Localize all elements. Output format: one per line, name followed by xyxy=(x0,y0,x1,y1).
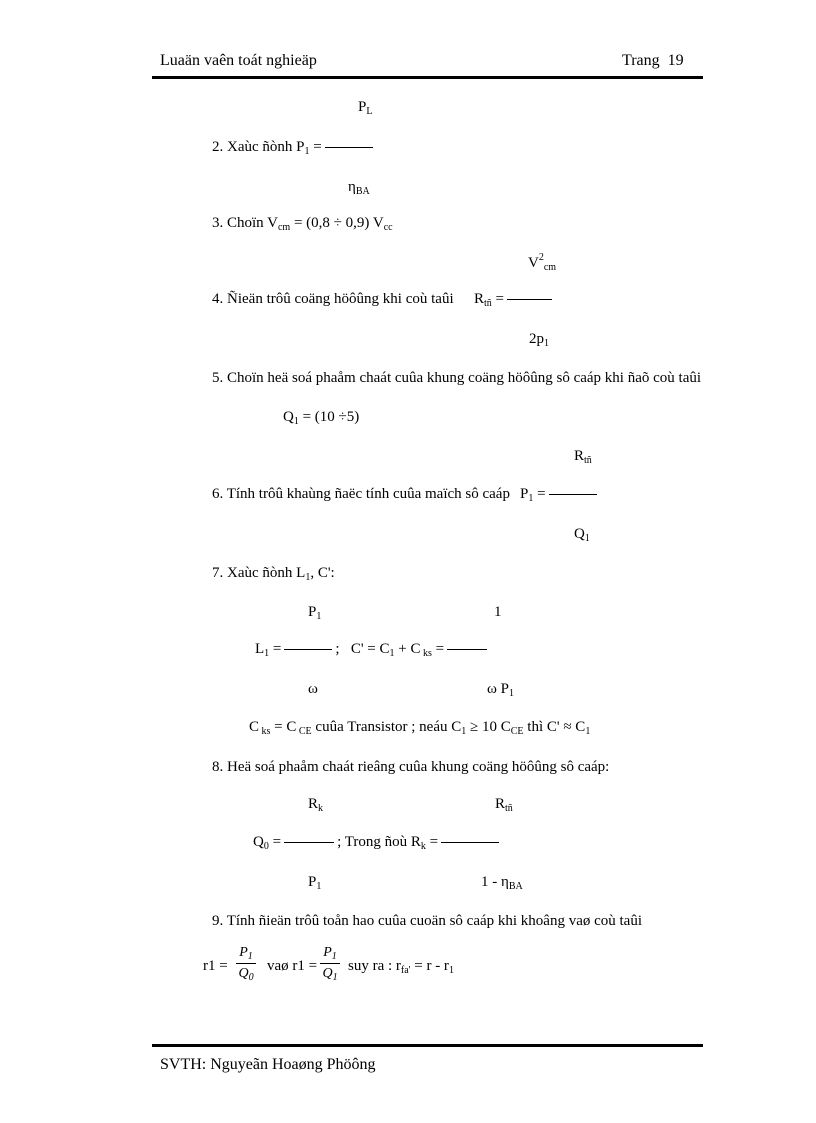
item7-f2-den: ω $P_1$ xyxy=(487,681,514,699)
item4-line: 4. Ñieän trôû coäng höôûng khi coù taûi xyxy=(212,291,454,307)
header-rule xyxy=(152,76,703,79)
header-page xyxy=(622,53,684,69)
header-title: Luaän vaên toát nghieäp xyxy=(160,52,317,69)
item7-line: 7. Xaùc ñònh $L_1$, C': xyxy=(212,565,335,583)
fraction-bar xyxy=(447,649,487,650)
item8-r-num: $R_{tñ}$ xyxy=(495,796,513,814)
item9-line: 9. Tính ñieän trôû toån hao cuûa cuoän sô caáp khi khoâng vaø coù taûi xyxy=(212,913,643,929)
item7-f2-num: 1 xyxy=(494,604,502,620)
footer-rule xyxy=(152,1044,703,1047)
item4-num: $V^2_{cm}$ xyxy=(528,252,557,273)
item8-q-num: $R_k$ xyxy=(308,796,324,814)
item8-line: 8. Heä soá phaåm chaát rieâng cuûa khung coäng höôûng sô caáp: xyxy=(212,759,610,775)
fraction-bar xyxy=(441,842,499,843)
item7-note: C $_{ks}$ = C $_{CE}$ cuûa Transistor ; neáu $C_1 \ge 10$ $C_{CE}$ thì $C' \approx C_1$ xyxy=(249,719,591,737)
fraction-bar xyxy=(325,147,373,148)
item6-num: $R_{tñ}$ xyxy=(574,448,592,466)
item6-lhs: $P_1$ = xyxy=(520,487,600,502)
item2-line: 2. Xaùc ñònh $P_1$ = xyxy=(212,140,376,155)
item9-and: vaø r1 = xyxy=(267,958,318,974)
fraction-bar xyxy=(549,494,597,495)
fraction-bar xyxy=(284,842,334,843)
item2-den: $\eta_{BA}$ xyxy=(348,179,370,197)
item4-den: $2p_1$ xyxy=(529,331,549,349)
item8-eq-line: $Q_0$ = ; Trong ñoù $R_k$ = xyxy=(253,835,502,850)
page-number: 19 xyxy=(667,52,684,69)
item3-line: 3. Choïn $V_{cm} = (0,8 \div 0,9)$ $V_{cc}$ xyxy=(212,215,393,233)
item4-lhs: $R_{tñ}$ = xyxy=(474,292,555,307)
item6-den: $Q_1$ xyxy=(574,526,590,544)
item9-tail: suy ra : $r_{fa'} = r - r_1$ xyxy=(348,958,454,976)
item7-f1-num: $P_1$ xyxy=(308,604,322,622)
item7-f1-den: ω xyxy=(308,681,318,697)
item9-frac-1: $P_1$ $Q_0$ xyxy=(236,946,256,981)
item6-line: 6. Tính trôû khaùng ñaëc tính cuûa maïch sô caáp xyxy=(212,486,510,502)
item7-eq-line: $L_1$ = ; $C' = C_1 + C$ $_{ks}$ = xyxy=(255,642,490,657)
fraction-bar xyxy=(284,649,332,650)
item5-line: 5. Choïn heä soá phaåm chaát cuûa khung coäng höôûng sô caáp khi ñaõ coù taûi xyxy=(212,370,702,386)
item5-eq: $Q_1 = (10 \div 5)$ xyxy=(283,409,360,427)
fraction-bar xyxy=(507,299,552,300)
item8-q-den: $P_1$ xyxy=(308,874,322,892)
item2-num: $P_L$ xyxy=(358,99,373,117)
footer-author: SVTH: Nguyeãn Hoaøng Phöông xyxy=(160,1056,376,1073)
page-label: Trang xyxy=(622,52,660,69)
item8-r-den: $1 - \eta_{BA}$ xyxy=(481,874,523,892)
item9-r1-lhs: r1 = xyxy=(203,958,228,974)
item9-frac-2: $P_1$ $Q_1$ xyxy=(320,946,340,981)
